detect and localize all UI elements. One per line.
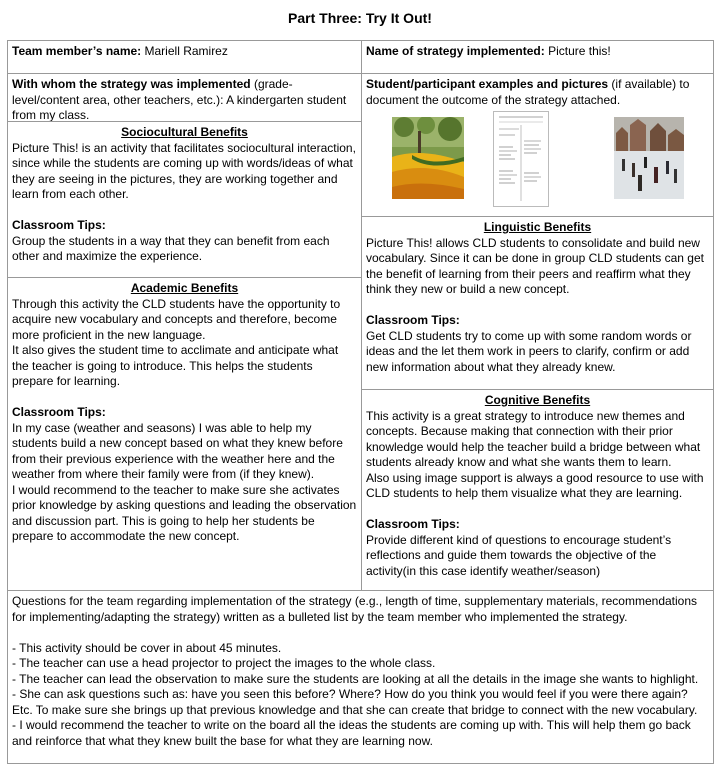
with-whom-cell	[7, 73, 361, 121]
with-whom-label: With whom the strategy was implemented	[12, 77, 251, 91]
academic-tips-label: Classroom Tips:	[12, 405, 106, 419]
academic-heading: Academic Benefits	[130, 281, 239, 295]
academic-tips-body-1: In my case (weather and seasons) I was able to help my students build a new concept based on what they knew before from their previous experience with the weather here and the weather from where their family were from (if they knew).	[12, 420, 343, 481]
question-bullet: - I would recommend the teacher to write on the board all the ideas the students are coming up with. This will help them go back and reinforce that what they knew built the base for what they are learning now.	[12, 718, 691, 748]
with-whom-value: (grade-level/content area, other teachers, etc.): A kindergarten student from my class.	[12, 77, 347, 121]
ice-skating-photo	[614, 117, 684, 199]
sociocultural-benefits-cell	[7, 121, 361, 277]
linguistic-benefits-cell	[361, 216, 714, 389]
cognitive-tips-label: Classroom Tips:	[366, 517, 460, 531]
page-title: Part Three: Try It Out!	[288, 10, 432, 26]
sociocultural-tips-body: Group the students in a way that they can benefit from each other and maximize the experience.	[12, 233, 330, 263]
cognitive-body-1: This activity is a great strategy to introduce new themes and concepts. Because making that connection with their prior knowledge would help the teacher build a bridge between what students already know and what she wants them to learn.	[366, 408, 701, 469]
cognitive-tips-body: Provide different kind of questions to encourage student’s reflections and guide them towards the objective of the activity(in this case identify weather/season)	[366, 532, 672, 578]
linguistic-body: Picture This! allows CLD students to consolidate and build new vocabulary. Since it can be done in group CLD students can get the benefit of learning from their peers and reaffirm what they think they new or build a new concept.	[366, 235, 704, 296]
sociocultural-body: Picture This! is an activity that facilitates sociocultural interaction, since while the students are coming up with words/ideas of what they are seeing in the pictures, they are working together and learn from each other.	[12, 140, 356, 201]
strategy-name-value: Picture this!	[548, 44, 611, 58]
question-bullet: - The teacher can lead the observation to make sure the students are looking at all the details in the image she wants to highlight.	[12, 671, 699, 686]
academic-benefits-cell	[7, 277, 361, 590]
linguistic-tips-body: Get CLD students try to come up with some random words or ideas and the let them work in peers to clarify, confirm or add new information about what they already knew.	[366, 328, 692, 374]
academic-body-2: It also gives the student time to acclimate and anticipate what the teacher is going to introduce. This helps the students prepare for learning.	[12, 343, 339, 388]
academic-body-1: Through this activity the CLD students have the opportunity to acquire new vocabulary and concepts and therefore, become more proficient in the new language.	[12, 296, 341, 342]
questions-cell	[7, 590, 714, 764]
tulip-garden-photo	[392, 117, 464, 199]
strategy-name-label: Name of strategy implemented:	[366, 44, 545, 58]
strategy-name-cell	[361, 40, 714, 73]
cognitive-heading: Cognitive Benefits	[484, 393, 591, 407]
cognitive-body-2: Also using image support is always a good resource to use with CLD students to help them visualize what they are learning.	[366, 470, 704, 500]
question-bullet: - She can ask questions such as: have you seen this before? Where? How do you think you would feel if you were there again? Etc. To make sure she brings up that previous knowledge and that she can create that bridge to connect with the new vocabulary.	[12, 687, 698, 717]
sociocultural-heading: Sociocultural Benefits	[121, 125, 248, 139]
academic-tips-body-2: I would recommend to the teacher to make sure she activates prior knowledge by asking questions and leading the observation and discussion part. This is going to help her students be prepare to accommodate the new concept.	[12, 482, 357, 543]
cognitive-benefits-cell	[361, 389, 714, 590]
examples-value: (if available) to document the outcome of the strategy attached.	[366, 77, 690, 107]
examples-cell	[361, 73, 714, 216]
student-worksheet-scan	[493, 111, 549, 207]
team-member-label: Team member’s name:	[12, 44, 142, 58]
questions-intro: Questions for the team regarding implementation of the strategy (e.g., length of time, supplementary materials, recommendations for implementing/adapting the strategy) written as a bulleted list by the team member who implemented the strategy.	[12, 594, 698, 624]
example-pictures	[362, 109, 713, 216]
examples-label: Student/participant examples and pictures	[366, 77, 609, 91]
question-bullet: - The teacher can use a head projector to project the images to the whole class.	[12, 656, 436, 670]
sociocultural-tips-label: Classroom Tips:	[12, 218, 106, 232]
team-member-cell	[7, 40, 361, 73]
linguistic-heading: Linguistic Benefits	[483, 220, 592, 234]
linguistic-tips-label: Classroom Tips:	[366, 313, 460, 327]
team-member-value: Mariell Ramirez	[144, 44, 228, 58]
question-bullet: - This activity should be cover in about 45 minutes.	[12, 640, 282, 655]
